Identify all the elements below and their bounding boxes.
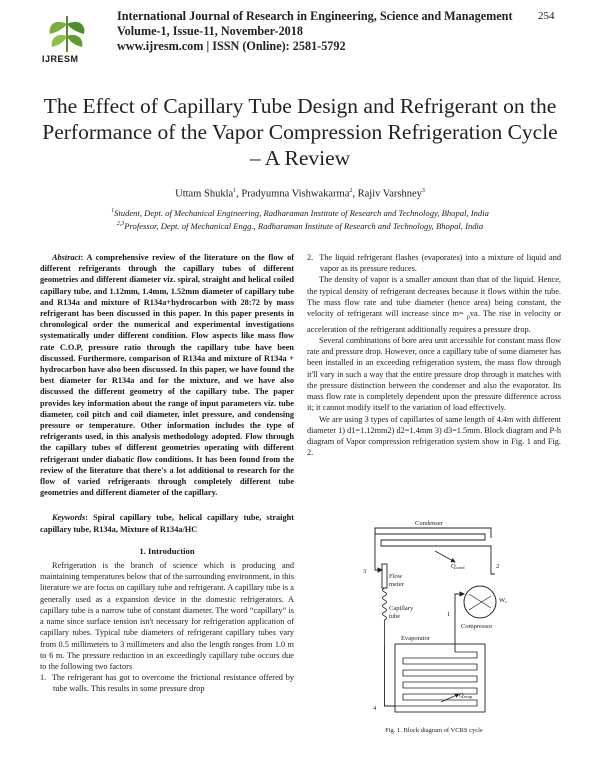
affiliation-2: $^{2,3}$Professor, Dept. of Mechanical Engg., Radharaman Institute of Research and Technology, Bhopal, India: [116, 221, 484, 231]
figure-caption: Fig. 1. Block diagram of VCRS cycle: [385, 727, 483, 734]
paper-title: The Effect of Capillary Tube Design and Refrigerant on the Performance of the Vapor Compression Refrigeration Cycle – A Review: [42, 94, 558, 170]
flow-meter: [382, 564, 387, 588]
author-3: Rajiv Varshney: [357, 188, 422, 200]
left-column: [40, 252, 294, 695]
state-2-label: 2: [496, 563, 500, 570]
discharge-line: [491, 552, 495, 574]
state-1-label: 1: [447, 611, 451, 618]
author-list: Uttam Shukla$^1$, Pradyumna Vishwakarma$^2$, Rajiv Varshney$^3$: [175, 188, 425, 200]
journal-volume: Volume-1, Issue-11, November-2018: [117, 24, 303, 38]
q-evap-arrow: [441, 694, 459, 702]
state-3-label: 3: [363, 568, 367, 575]
right-column: [307, 252, 561, 458]
journal-header: [117, 9, 537, 54]
compressor-symbol: [469, 594, 491, 610]
flow-meter-label-2: meter: [389, 581, 404, 588]
list-item-2: 2. The liquid refrigerant flashes (evaporates) into a mixture of liquid and vapor as its pressure reduces.: [307, 253, 561, 274]
journal-name: International Journal of Research in Engineering, Science and Management: [117, 9, 513, 23]
compressor-circle: [464, 586, 496, 618]
author-2: Pradyumna Vishwakarma: [241, 188, 350, 200]
list-item-1: 1. The refrigerant has got to overcome the frictional resistance offered by tube walls. This results in some pressure drop: [40, 673, 295, 694]
q-cond-arrow: [435, 551, 455, 562]
flow-meter-label-1: Flow: [389, 573, 403, 580]
capillary-tube-coil: [383, 588, 387, 646]
evaporator-label: Evaporator: [401, 635, 430, 642]
condenser-coil: [375, 528, 491, 552]
capillary-tube-label-2: tube: [389, 613, 401, 620]
section-heading-introduction: 1. Introduction: [139, 545, 195, 556]
condenser-label: Condenser: [415, 520, 443, 527]
capillary-tube-label-1: Capillary: [389, 605, 414, 612]
author-1: Uttam Shukla: [175, 188, 234, 200]
right-paragraph-2: Several combinations of bore area unit accessible for constant mass flow rate and pressure drop. However, once a capillary tube of some diameter has been installed in an exceeding refrigeration system, the mass flow through it'll vary in such a way that the entire pressure drop through it matches with the pressure distinction between the condenser and also the evaporator. Its mass flow rate is completely dependent upon the pressure difference across it; it cannot modify itself to the variation of load effectively.: [307, 336, 561, 413]
keywords: Keywords: Spiral capillary tube, helical capillary tube, straight capillary tube, R134a, Mixture of R134a/HC: [40, 513, 294, 534]
evaporator-box: [395, 644, 485, 712]
right-paragraph-1: The density of vapor is a smaller amount than that of the liquid. Hence, the typical density of refrigerant decreases because it flows within the tube. The mass flow rate and tube diameter (hence area) being constant, the velocity of refrigerant will increase since m= $_\rho$va. The rise in velocity or acceleration of the refrigerant additionally requires a pressure drop.: [307, 275, 561, 334]
journal-logo: [44, 14, 90, 59]
compressor-label: Compressor: [461, 623, 493, 630]
right-paragraph-3: We are using 3 types of capillaries of same length of 4.4m with different diameter 1) d1=1.12mm2) d2=1.4mm 3) d3=1.5mm. Block diagram and P-h diagram of Vapor compression refrigeration system show in Fig. 1 and Fig. 2.: [307, 414, 561, 458]
vcrs-block-diagram: [355, 516, 515, 722]
q-cond-label: Qcond: [451, 563, 465, 570]
q-evap-label: Qevap: [459, 692, 473, 699]
journal-url-issn: www.ijresm.com | ISSN (Online): 2581-5792: [117, 39, 346, 53]
logo-text: IJRESM: [42, 54, 79, 64]
abstract: Abstract: A comprehensive review of the literature on the flow of different refrigerants through the capillary tubes of different geometries and different diameter viz. spiral, straight and helical coiled capillary tube, and 1.12mm, 1.4mm, 1.52mm diameter of capillary tube and R134a and mixture of R134a+hydrocarbon with 28:72 by mass refrigerant has been discussed in this paper. In this paper presents in chronological order the numerical and experimental investigations systematically under different condition. Flow aspects like mass flow rate C.O.P, pressure ratio through the capillary tube have been discussed. Furthermore, comparison of R134a and mixture of R134a + hydrocarbon have also been discussed. In this paper, we have found the best diameter for R134a and for the mixture, and we have also discussed the different geometry of the capillary tube. The paper provides key information about the range of input parameters viz. tube diameter, coil pitch and coil diameter, inlet pressure, and condensing pressure or temperature. Other information includes the type of refrigerants used, in this analysis methodology adopted. Flow through the capillary tubes of different geometries operating with different refrigerant under diabatic flow conditions. It has been found from the review of the literature that there's a lot additional to research for the flow of varied refrigerants through completely different tube geometries and different diameter of the capillary.: [40, 253, 294, 498]
page-number: 254: [538, 10, 555, 22]
abstract-label: Abstract: [52, 253, 81, 262]
intro-paragraph: Refrigeration is the branch of science which is producing and maintaining temperatures below that of the surrounding environment, in this literature we are focus on capillary tube and refrigerant. A capillary tube is a generally used as a expansion device in the domestic refrigerators. A capillary tube is a narrow tube of constant diameter. The word “capillary” is a name since surface tension isn't necessary for refrigeration application of capillary tubes. Typical tube diameters of refrigerant capillary tubes vary from 0.5 millimeters to 3 millimeters and also the length ranges from 1.0 m to 6 m. The pressure reduction in an exceedingly capillary tube occurs due to the following two factors: [40, 561, 294, 671]
work-input-label: Wc: [499, 597, 508, 604]
affiliation-1: $^1$Student, Dept. of Mechanical Engineering, Radharaman Institute of Research and Technology, Bhopal, India: [111, 208, 489, 218]
evap-inlet-line: [385, 646, 396, 706]
state-4-label: 4: [373, 705, 377, 712]
